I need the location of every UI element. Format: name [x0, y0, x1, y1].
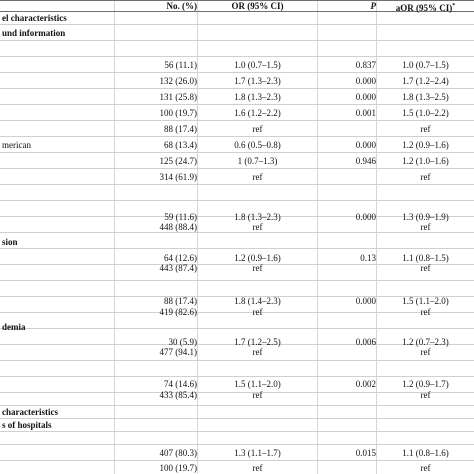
- row-rule: [0, 431, 474, 432]
- cell-p: 0.002: [355, 379, 376, 389]
- cell-no: 419 (82.6): [159, 307, 197, 317]
- row-rule: [0, 104, 474, 105]
- cell-or: 1.8 (1.3–2.3): [234, 92, 281, 102]
- row-rule: [0, 24, 474, 25]
- section-label: el characteristics: [2, 13, 67, 23]
- cell-aor: 1.2 (0.9–1.7): [402, 379, 449, 389]
- cell-p: 0.001: [355, 108, 376, 118]
- cell-or: ref: [252, 124, 263, 134]
- cell-aor: ref: [420, 263, 431, 273]
- cell-or: 1.2 (0.9–1.6): [234, 253, 281, 263]
- cell-aor: ref: [420, 307, 431, 317]
- cell-or: 1.8 (1.4–2.3): [234, 296, 281, 306]
- cell-or: 1.6 (1.2–2.2): [234, 108, 281, 118]
- cell-p: 0.000: [355, 212, 376, 222]
- cell-aor: 1.2 (0.9–1.6): [402, 140, 449, 150]
- cell-no: 125 (24.7): [159, 156, 197, 166]
- cell-aor: ref: [420, 463, 431, 473]
- cell-no: 74 (14.6): [164, 379, 197, 389]
- cell-aor: 1.7 (1.2–2.4): [402, 76, 449, 86]
- row-rule: [0, 418, 474, 419]
- cell-aor: 1.1 (0.8–1.5): [402, 253, 449, 263]
- row-rule: [0, 88, 474, 89]
- cell-or: ref: [252, 463, 263, 473]
- cell-p: 0.000: [355, 76, 376, 86]
- cell-aor: 1.1 (0.8–1.6): [402, 448, 449, 458]
- cell-aor: 1.5 (1.1–2.0): [402, 296, 449, 306]
- cell-p: 0.006: [355, 337, 376, 347]
- cell-no: 56 (11.1): [164, 60, 197, 70]
- row-rule: [0, 376, 474, 377]
- cell-no: 68 (13.4): [164, 140, 197, 150]
- row-rule: [0, 152, 474, 153]
- row-label: merican: [2, 140, 31, 150]
- cell-p: 0.000: [355, 140, 376, 150]
- cell-or: 1 (0.7–1.3): [237, 156, 278, 166]
- cell-no: 314 (61.9): [159, 172, 197, 182]
- row-rule: [0, 405, 474, 406]
- cell-aor: ref: [420, 124, 431, 134]
- row-rule: [0, 360, 474, 361]
- cell-or: ref: [252, 347, 263, 357]
- row-rule: [0, 248, 474, 249]
- cell-aor: ref: [420, 222, 431, 232]
- cell-aor: ref: [420, 347, 431, 357]
- row-rule: [0, 184, 474, 185]
- cell-no: 407 (80.3): [159, 448, 197, 458]
- row-rule: [0, 200, 474, 201]
- row-rule: [0, 328, 474, 329]
- cell-aor: 1.2 (0.7–2.3): [402, 337, 449, 347]
- cell-aor: 1.0 (0.7–1.5): [402, 60, 449, 70]
- cell-no: 59 (11.6): [164, 212, 197, 222]
- row-rule: [0, 56, 474, 57]
- cell-no: 448 (88.4): [159, 222, 197, 232]
- row-rule: [0, 120, 474, 121]
- cell-no: 64 (12.6): [164, 253, 197, 263]
- section-label: s of hospitals: [2, 420, 52, 430]
- row-rule: [0, 460, 474, 461]
- cell-no: 100 (19.7): [159, 108, 197, 118]
- cell-no: 443 (87.4): [159, 263, 197, 273]
- cell-no: 30 (5.9): [168, 337, 197, 347]
- row-rule: [0, 280, 474, 281]
- section-label: sion: [2, 237, 18, 247]
- cell-no: 100 (19.7): [159, 463, 197, 473]
- header-aor-sup: *: [452, 3, 456, 9]
- cell-or: 1.3 (1.1–1.7): [234, 448, 281, 458]
- cell-or: ref: [252, 263, 263, 273]
- section-label: characteristics: [2, 407, 58, 417]
- cell-no: 131 (25.8): [159, 92, 197, 102]
- cell-or: 0.6 (0.5–0.8): [234, 140, 281, 150]
- cell-p: 0.000: [355, 296, 376, 306]
- cell-aor: ref: [420, 172, 431, 182]
- cell-or: ref: [252, 390, 263, 400]
- cell-no: 433 (85.4): [159, 390, 197, 400]
- cell-aor: 1.3 (0.9–1.9): [402, 212, 449, 222]
- cell-p: 0.000: [355, 92, 376, 102]
- cell-no: 132 (26.0): [159, 76, 197, 86]
- cell-p: 0.015: [355, 448, 376, 458]
- header-aor-text: aOR (95% CI): [395, 3, 453, 13]
- cell-or: ref: [252, 222, 263, 232]
- cell-or: 1.7 (1.2–2.5): [234, 337, 281, 347]
- cell-aor: 1.8 (1.3–2.5): [402, 92, 449, 102]
- cell-aor: 1.2 (1.0–1.6): [402, 156, 449, 166]
- cell-p: 0.13: [360, 253, 376, 263]
- row-rule: [0, 40, 474, 41]
- cell-no: 477 (94.1): [159, 347, 197, 357]
- cell-or: 1.8 (1.3–2.3): [234, 212, 281, 222]
- cell-no: 88 (17.4): [164, 124, 197, 134]
- cell-p: 0.837: [355, 60, 376, 70]
- cell-or: 1.0 (0.7–1.5): [234, 60, 281, 70]
- cell-or: 1.7 (1.3–2.3): [234, 76, 281, 86]
- cell-p: 0.946: [355, 156, 376, 166]
- header-aor: [377, 0, 474, 14]
- row-rule: [0, 168, 474, 169]
- cell-no: 88 (17.4): [164, 296, 197, 306]
- cell-or: 1.5 (1.1–2.0): [234, 379, 281, 389]
- row-rule: [0, 136, 474, 137]
- row-rule: [0, 72, 474, 73]
- header-p: P: [370, 1, 376, 11]
- row-rule: [0, 444, 474, 445]
- header-no: No. (%): [166, 1, 197, 11]
- cell-or: ref: [252, 307, 263, 317]
- section-label: und information: [2, 28, 66, 38]
- cell-aor: ref: [420, 390, 431, 400]
- section-label: demia: [2, 322, 26, 332]
- cell-or: ref: [252, 172, 263, 182]
- header-or: OR (95% CI): [231, 1, 284, 11]
- cell-aor: 1.5 (1.0–2.2): [402, 108, 449, 118]
